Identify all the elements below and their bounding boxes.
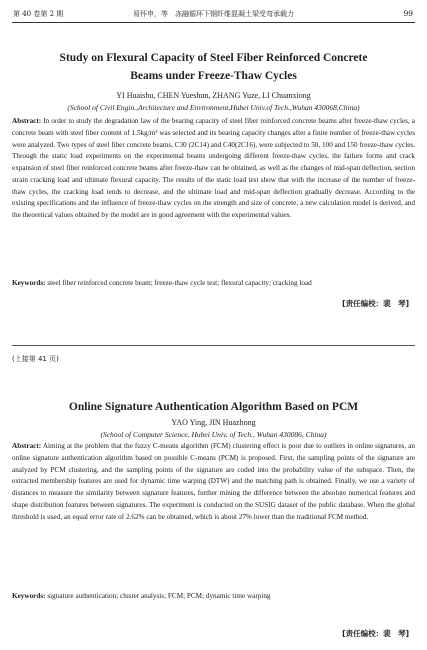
article2-editor-note: [责任编校：裴 琴] <box>342 629 409 638</box>
article2-abstract <box>12 441 415 523</box>
article1-title <box>20 49 407 85</box>
article1-title-line1: Study on Flexural Capacity of Steel Fiber Reinforced Concrete <box>59 52 368 64</box>
page-number: 99 <box>403 9 413 18</box>
article2-authors: YAO Ying, JIN Huazhong <box>171 418 256 427</box>
article2-keywords-text: signature authentication; cluster analysis; FCM; PCM; dynamic time warping <box>47 592 271 600</box>
article1-title-line2: Beams under Freeze-Thaw Cycles <box>130 70 297 82</box>
article2-abstract-text: Aiming at the problem that the fuzzy C-means algorithm (FCM) clustering effect is poor due to outliers in online signatures, an online signature authentication algorithm based on possible C-means (PCM) is proposed. First, the sampling points of the signature are analyzed by PCM clustering, and the sampling points of the signature are coded into the probability value of the subspace. Then, the extracted membership features are used for dynamic time warping (DTW) and the matching path is obtained. Finally, we use a variety of distances to measure the similarity between signature features, further mining the difference between the absolute numerical features and shape distribution features between signatures. The experiment is conducted on the SUSIG dataset of the public database. When the global threshold is used, an equal error rate of 2.62% can be obtained, which is about 27% lower than the traditional FCM method. <box>12 442 415 521</box>
section-divider <box>12 345 415 346</box>
article1-keywords-label: Keywords: <box>12 279 46 287</box>
article2-keywords-label: Keywords: <box>12 592 46 600</box>
article1-keywords-text: steel fiber reinforced concrete beam; freeze-thaw cycle test; flexural capacity; cracking load <box>47 279 312 287</box>
article1-abstract <box>12 116 415 222</box>
article2-keywords <box>12 591 415 602</box>
running-header-issue: 第 40 卷第 2 期 <box>13 10 64 18</box>
running-header-title: 易怀申，等 冻融循环下钢纤维混凝土梁受弯承载力 <box>133 10 294 18</box>
article1-abstract-label: Abstract: <box>12 117 42 125</box>
article2-abstract-label: Abstract: <box>12 442 42 450</box>
continued-from-note: (上接第 41 页) <box>12 355 59 363</box>
article1-authors: YI Huaishu, CHEN Yueshun, ZHANG Yuze, LI Chuanxiong <box>116 91 311 100</box>
article1-editor-note: [责任编校：裴 琴] <box>342 299 409 308</box>
article1-abstract-text: In order to study the degradation law of the bearing capacity of steel fiber reinforced concrete beams after freeze-thaw cycles, a concrete beam with steel fiber content of 1.5kg/m³ was selected and its bearing capacity changes after a finite number of freeze-thaw cycles were analyzed. Two types of steel fiber concrete beams, C30 (2C14) and C40(2C16), were subjected to 50, 100 and 150 freeze-thaw cycles. Through the static load experiments on the experimental beams undergoing different freeze-thaw cycles, the failure forms and crack expansion of steel fiber reinforced concrete beams after freeze-thaw can be obtained, as well as the changes of mid-span deflection, section strain cracking load and ultimate flexural capacity. The results of the static load test show that with the increase of the number of freeze-thaw cycles, the cracking load tends to decrease, and the ultimate load and mid-span deflection gradually decrease. According to the existing specifications and the influence of freeze-thaw cycles on the strength and size of concrete, a new calculation model is derived, and the theoretical values obtained by the model are in good agreement with the experimental values. <box>12 117 415 219</box>
article1-keywords <box>12 278 415 289</box>
article2-title: Online Signature Authentication Algorithm Based on PCM <box>68 401 359 413</box>
header-rule <box>12 22 415 23</box>
article2-affiliation: (School of Computer Science, Hubei Univ. of Tech., Wuhan 430086, China) <box>100 430 327 439</box>
article1-affiliation: (School of Civil Engin.,Architecture and Environment,Hubei Univ.of Tech.,Wuhan 430068,China) <box>67 103 360 112</box>
